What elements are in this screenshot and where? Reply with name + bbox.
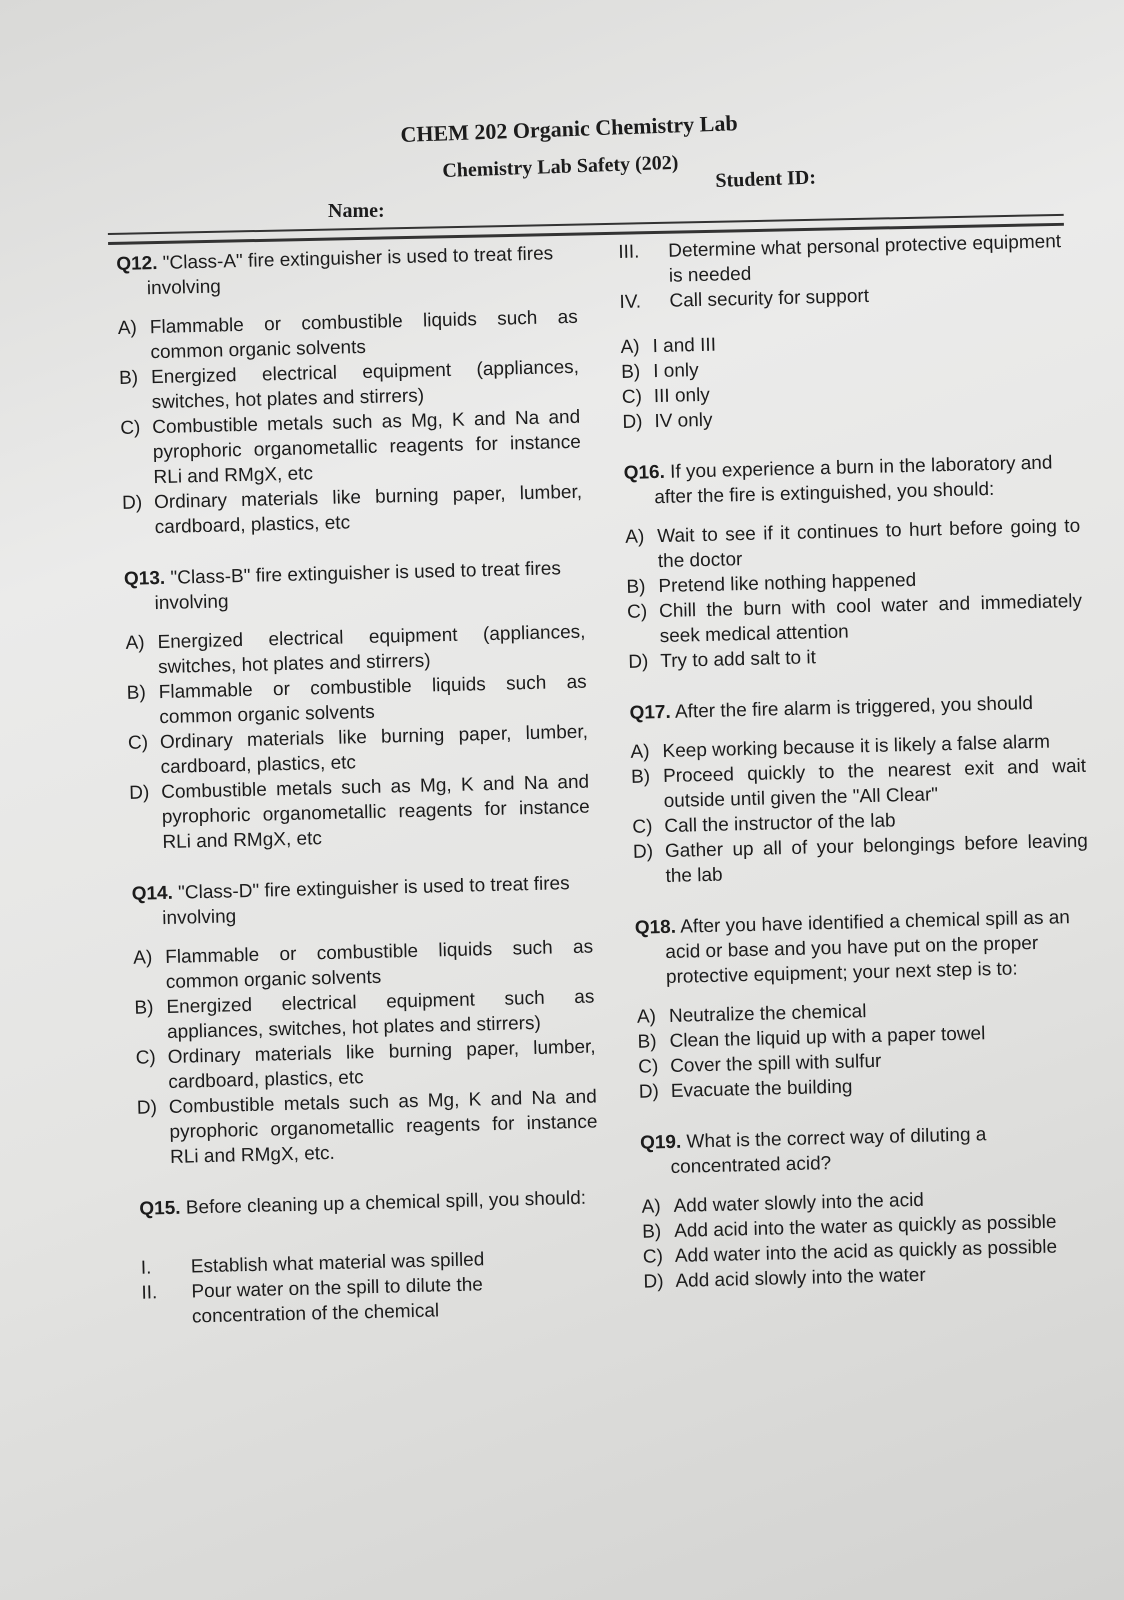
statement-iv: IV. Call security for support [619,285,870,313]
options-q15 [620,324,1077,435]
options-q18 [637,994,1094,1105]
question-number: Q19. [639,1131,682,1154]
options-q17 [630,729,1089,890]
option-b: B) Energized electrical equipment (appliances, switches, hot plates and stirrers) [118,356,580,414]
option-b: B) Flammable or combustible liquids such as common organic solvents [126,671,587,729]
question-text: "Class-A" fire extinguisher is used to treat fires involving [146,243,554,300]
statement-ii: II. Pour water on the spill to dilute the concentration of the chemical [141,1274,484,1328]
option-d: D) Ordinary materials like burning paper, lumber, cardboard, plastics, etc [121,481,583,539]
option-a: A) Flammable or combustible liquids such as common organic solvents [133,936,594,993]
option-a: A) Neutralize the chemical [636,1001,867,1028]
statement-i: I. Establish what material was spilled [140,1249,485,1279]
option-c: C) Ordinary materials like burning paper, lumber, cardboard, plastics, etc [127,721,589,779]
question-15 [139,1185,599,1221]
question-number: Q13. [123,567,166,590]
question-number: Q16. [623,461,666,484]
student-id-label: Student ID: [715,166,817,192]
option-c: C) III only [621,384,711,408]
question-number: Q12. [116,252,158,275]
option-c: C) Combustible metals such as Mg, K and Na and pyrophoric organometallic reagents for instance RLi and RMgX, etc [120,406,582,489]
option-a: A) Keep working because it is likely a false alarm [630,731,1051,763]
option-d: D) Evacuate the building [638,1076,853,1103]
statement-iii: III. Determine what personal protective equipment is needed [618,231,1062,287]
name-label: Name: [328,200,385,222]
option-a: A) Add water slowly into the acid [641,1189,925,1218]
question-18 [635,905,1092,991]
option-b: B) Pretend like nothing happened [626,569,917,598]
exam-subtitle: Chemistry Lab Safety (202) [442,151,679,182]
options-q16 [625,514,1084,675]
options-q13 [125,620,590,856]
options-q19 [641,1184,1098,1295]
question-16 [623,450,1079,511]
options-q14 [133,935,598,1171]
question-text: If you experience a burn in the laboratory and after the fire is extinguished, you should: [654,452,1053,509]
question-text: After you have identified a chemical spill as an acid or base and you have put on the proper protective equipment; your next step is to: [665,907,1071,989]
option-d: D) Add acid slowly into the water [643,1264,926,1293]
question-text: After the fire alarm is triggered, you should [674,693,1034,723]
exam-header [0,0,1124,240]
right-column [618,229,1099,1321]
option-c: C) Chill the burn with cool water and immediately seek medical attention [626,590,1083,648]
course-title: CHEM 202 Organic Chemistry Lab [400,110,738,147]
option-d: D) Combustible metals such as Mg, K and Na and pyrophoric organometallic reagents for instance RLi and RMgX, etc [128,771,590,854]
option-c: C) Add water into the acid as quickly as possible [642,1236,1058,1268]
option-c: C) Call the instructor of the lab [632,810,896,838]
question-19 [640,1120,1096,1181]
question-number: Q15. [139,1197,181,1220]
options-q12 [118,305,583,541]
option-b: B) Energized electrical equipment such as appliances, switches, hot plates and stirrers) [134,986,595,1043]
option-c: C) Ordinary materials like burning paper, lumber, cardboard, plastics, etc [135,1036,596,1093]
question-number: Q17. [629,701,672,724]
question-17 [629,690,1084,726]
option-a: A) I and III [620,334,717,358]
option-b: B) Clean the liquid up with a paper towel [637,1023,986,1053]
question-text: "Class-B" fire extinguisher is used to treat fires involving [154,558,562,615]
option-a: A) Flammable or combustible liquids such as common organic solvents [117,306,578,364]
question-number: Q14. [131,882,174,905]
option-d: D) Gather up all of your belongings before leaving the lab [632,830,1089,888]
option-a: A) Energized electrical equipment (appliances, switches, hot plates and stirrers) [125,621,586,679]
question-text: "Class-D" fire extinguisher is used to treat fires involving [162,873,570,930]
question-text: What is the correct way of diluting a concentrated acid? [670,1124,987,1178]
question-13 [124,556,585,617]
statements-q15-part1 [141,1244,603,1330]
option-c: C) Cover the spill with sulfur [637,1050,882,1078]
option-d: D) IV only [622,409,713,433]
question-text: Before cleaning up a chemical spill, you should: [185,1187,587,1219]
option-b: B) I only [620,360,699,383]
option-d: D) Combustible metals such as Mg, K and Na and pyrophoric organometallic reagents for instance RLi and RMgX, etc. [136,1086,598,1168]
option-a: A) Wait to see if it continues to hurt before going to the doctor [625,515,1081,573]
option-b: B) Add acid into the water as quickly as possible [641,1211,1057,1243]
question-14 [131,871,592,932]
left-column [116,241,602,1331]
option-d: D) Try to add salt to it [628,647,817,673]
question-number: Q18. [634,916,677,939]
option-b: B) Proceed quickly to the nearest exit and wait outside until given the "All Clear" [630,755,1087,813]
question-12 [116,241,577,302]
statements-q15-part2 [618,229,1075,315]
